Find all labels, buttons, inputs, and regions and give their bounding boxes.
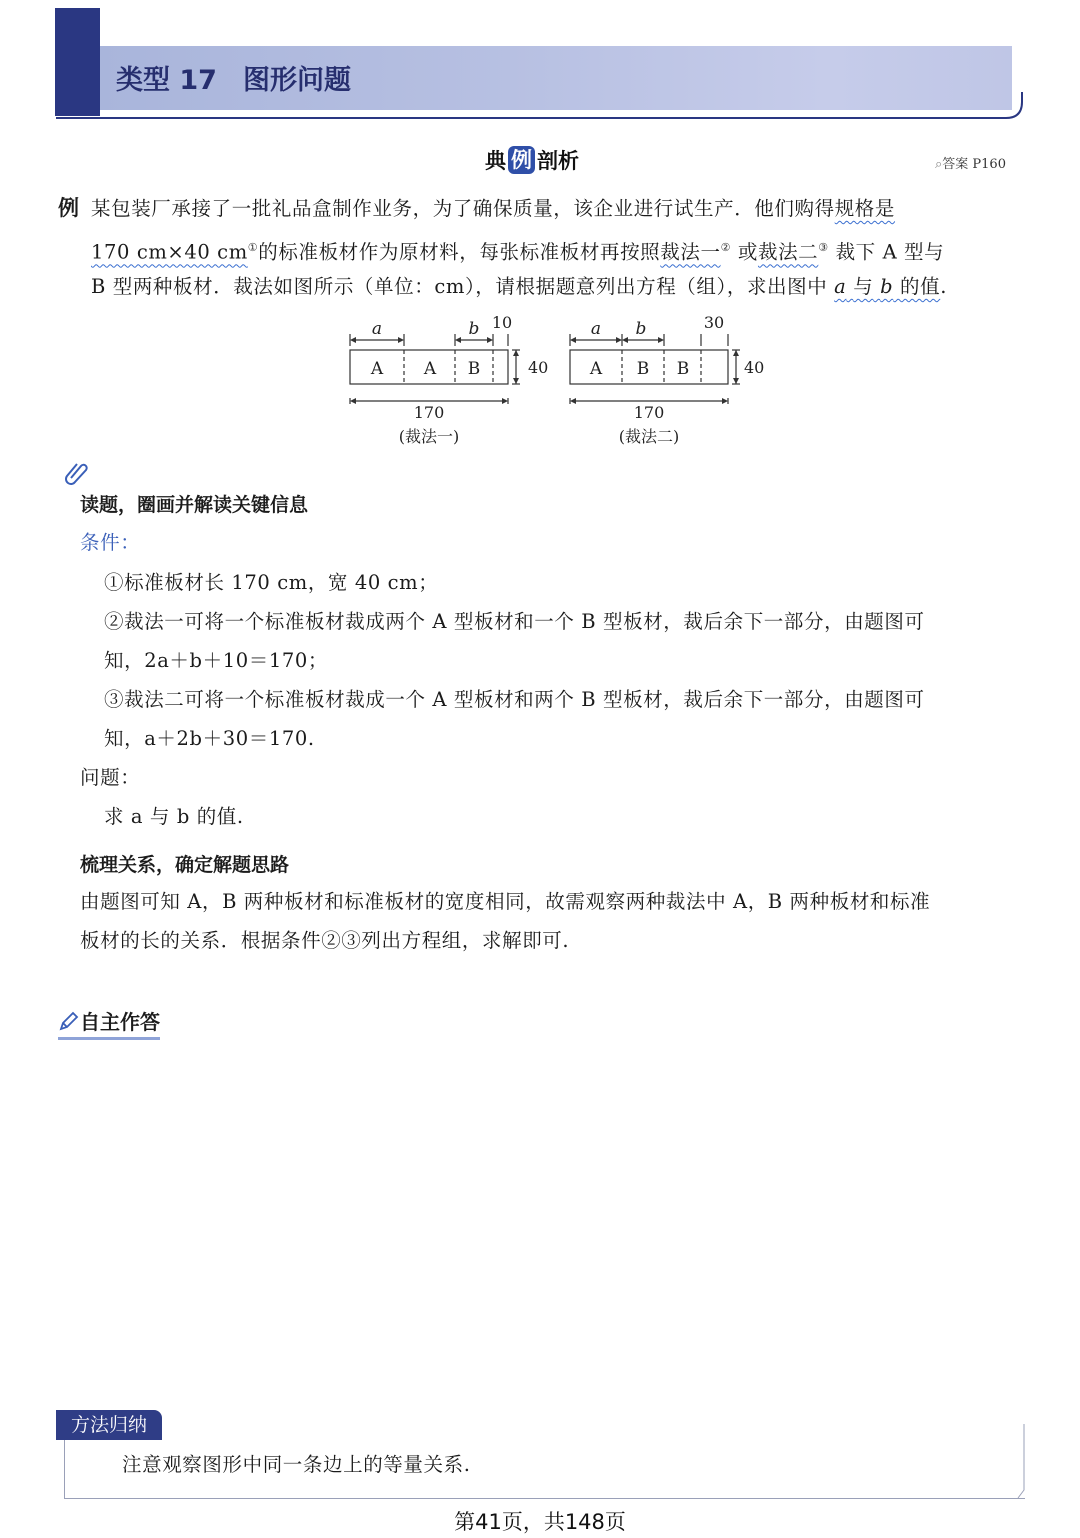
var-b: b	[880, 275, 894, 298]
answer-section-title-text: 自主作答	[80, 1010, 160, 1034]
cutting-diagram	[330, 308, 770, 453]
arrow	[722, 398, 728, 404]
page-number: 第41页，共148页	[454, 1510, 626, 1534]
value-word: 的值	[900, 275, 941, 298]
idea-line-2: 板材的长的关系．根据条件②③列出方程组，求解即可.	[80, 929, 570, 952]
method-text: 注意观察图形中同一条边上的等量关系.	[122, 1453, 471, 1476]
condition-1: ①标准板材长 170 cm，宽 40 cm；	[104, 571, 439, 594]
arrow	[487, 337, 493, 343]
arrow	[350, 398, 356, 404]
var-a: a	[834, 275, 847, 298]
pencil-icon	[58, 1010, 80, 1032]
spec-value: 170 cm×40 cm	[91, 240, 248, 264]
header-underline	[56, 92, 1024, 122]
method-1-mark: 裁法一	[660, 240, 721, 264]
section-title-suffix: 剖析	[537, 149, 579, 173]
condition-2-line-2: 知，2a＋b＋10＝170；	[104, 649, 328, 672]
fig2-piece-1: A	[589, 359, 603, 379]
example-line-2-text: 的标准板材作为原材料，每张标准板材再按照	[258, 240, 661, 264]
example-line-2	[91, 229, 944, 272]
method-2-mark: 裁法二	[757, 240, 819, 264]
arrow	[350, 337, 356, 343]
fig2-piece-2: B	[636, 359, 650, 379]
arrow	[513, 378, 519, 384]
fig1-piece-2: A	[423, 359, 437, 379]
arrow	[616, 337, 622, 343]
spec-mark: 规格是	[834, 197, 896, 220]
arrow	[570, 398, 576, 404]
condition-3-line-2: 知，a＋2b＋30＝170.	[104, 727, 315, 750]
section-title-badge: 例	[508, 146, 535, 174]
mark-2: ②	[720, 241, 732, 254]
period: .	[940, 275, 948, 298]
arrow	[455, 337, 461, 343]
fig1-label-rest: 10	[491, 313, 513, 332]
arrow	[733, 378, 739, 384]
arrow	[398, 337, 404, 343]
fig1-label-b: b	[468, 319, 480, 339]
fig2-label-b: b	[635, 319, 647, 339]
question-label: 问题：	[80, 766, 141, 789]
fig2-piece-3: B	[676, 359, 690, 379]
example-label: 例	[58, 196, 79, 220]
fig1-label-a: a	[371, 319, 383, 339]
arrow	[570, 337, 576, 343]
example-or: 或	[737, 240, 758, 264]
answer-reference	[935, 153, 1006, 172]
search-icon: ⌕	[935, 157, 943, 172]
fig1-piece-1: A	[370, 359, 384, 379]
type-label: 类型 17	[116, 65, 217, 96]
example-line-2-end: 裁下 A 型与	[835, 240, 945, 264]
target-mark	[834, 275, 940, 298]
answer-reference-text: 答案 P160	[942, 157, 1006, 172]
mark-1: ①	[247, 241, 259, 254]
section-title	[485, 145, 579, 175]
method-tag: 方法归纳	[56, 1410, 162, 1440]
analysis-heading-2: 梳理关系，确定解题思路	[80, 854, 290, 876]
arrow	[658, 337, 664, 343]
question-text: 求 a 与 b 的值.	[104, 805, 244, 828]
fig1-piece-3: B	[467, 359, 481, 379]
fig2-label-height: 40	[744, 358, 765, 377]
mark-3: ③	[818, 241, 829, 254]
idea-line-1: 由题图可知 A，B 两种板材和标准板材的宽度相同，故需观察两种裁法中 A，B 两种板材和标准	[80, 890, 931, 913]
example-line-3-text: B 型两种板材．裁法如图所示（单位：cm），请根据题意列出方程（组），求出图中	[91, 275, 828, 298]
analysis-heading-1: 读题，圈画并解读关键信息	[80, 494, 309, 516]
example-line-3	[91, 268, 947, 306]
example-line-1	[91, 190, 895, 228]
example-line-1-text: 某包装厂承接了一批礼品盒制作业务，为了确保质量，该企业进行试生产．他们购得	[91, 197, 835, 220]
paperclip-icon	[64, 460, 90, 486]
fig1-label-width: 170	[413, 403, 445, 422]
fig2-label-rest: 30	[703, 313, 725, 332]
condition-2-line-1: ②裁法一可将一个标准板材裁成两个 A 型板材和一个 B 型板材，裁后余下一部分，由题图可	[104, 610, 925, 633]
and-word: 与	[853, 275, 874, 298]
arrow	[513, 350, 519, 356]
arrow	[622, 337, 628, 343]
section-title-prefix: 典	[485, 149, 506, 173]
fig1-label-height: 40	[528, 358, 549, 377]
type-title: 图形问题	[242, 65, 351, 96]
answer-section-title	[58, 1006, 160, 1040]
arrow	[733, 350, 739, 356]
condition-3-line-1: ③裁法二可将一个标准板材裁成一个 A 型板材和两个 B 型板材，裁后余下一部分，由题图可	[104, 688, 925, 711]
fig2-label-width: 170	[633, 403, 665, 422]
fig2-label-a: a	[590, 319, 602, 339]
method-box-edge	[1016, 1424, 1028, 1500]
fig2-caption: (裁法二)	[618, 427, 680, 446]
fig1-caption: (裁法一)	[398, 427, 460, 446]
condition-label: 条件：	[80, 531, 141, 554]
arrow	[502, 398, 508, 404]
